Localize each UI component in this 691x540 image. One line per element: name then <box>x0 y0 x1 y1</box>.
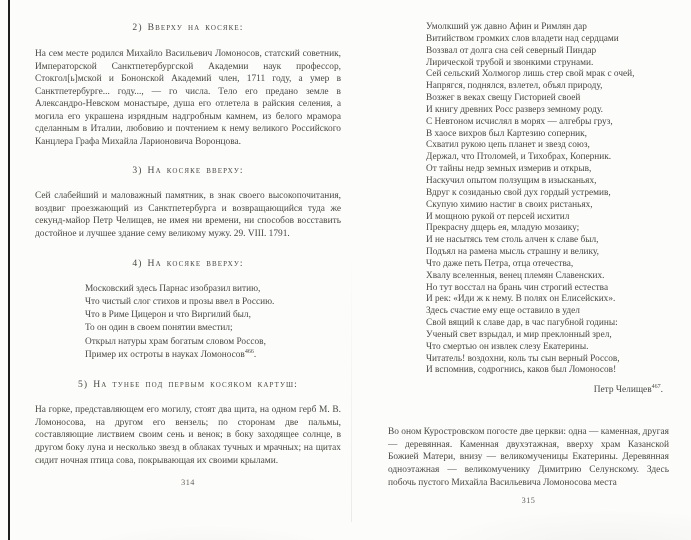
page-number-left: 314 <box>181 478 195 488</box>
left-page <box>35 18 341 487</box>
signature-name: Петр Челищев <box>593 385 652 396</box>
page-gutter-shadow <box>351 250 352 522</box>
poem-line: Что смертью он извлек слезу Екатерины. <box>426 341 589 352</box>
poem-line: Московский здесь Парнас изобразил витию, <box>85 283 261 294</box>
poem-lines <box>426 22 669 377</box>
poem-line: Здесь счастие ему еще оставило в удел <box>426 306 580 317</box>
poem-line: С Невтоном исчислял в морях — алгебры груз, <box>426 116 613 127</box>
poem-line: Лирической трубой и звонкими струнами. <box>426 57 594 68</box>
poem-line: И рек: «Иди ж к нему. В полях он Елисейских». <box>426 294 616 305</box>
poem-line: Что даже петь Петра, отца отечества, <box>426 258 574 269</box>
section-heading-2: 2) Вверху на косяке: <box>132 22 244 33</box>
poem-lines <box>85 283 341 349</box>
epitaph-poem <box>85 283 341 363</box>
poem-line: Воззвал от долга сна сей северный Пиндар <box>426 45 597 56</box>
poem-line: И вспомнив, содрогнись, каков был Ломоносов! <box>426 365 617 376</box>
inscription-paragraph-2: Сей слабейший и маловажный памятник, в знак своего высокопочитания, воздвиг проезжающий из Санктпетербурга и возвращающийся туда же секунд-майор Петр Челищев, не имея ни времени, ни способов восставить достойное и лучшее здание сему великому мужу. 29. VIII. 1791. <box>35 191 341 240</box>
footnote-marker: 467 <box>651 384 661 391</box>
spine-edge-line <box>8 0 10 540</box>
poem-line: Прекрасну дщерь ея, младую мозаику; <box>426 223 580 234</box>
poem-line: Хвалу вселенныя, венец племян Славенских. <box>426 270 605 281</box>
section-heading-5: 5) На тунбе под первым косяком картуш: <box>78 379 298 391</box>
poem-line: И мощною рукой от персей исхитил <box>426 211 570 222</box>
poem-line: Сей сельский Холмогор лишь стер свой мрак с очей, <box>426 69 635 80</box>
author-signature <box>388 385 669 395</box>
poem-line: Умолкший уж давно Афин и Римлян дар <box>426 22 587 32</box>
signature-punct: . <box>660 385 663 396</box>
poem-line: Возжег в веках свещу Гисторией своей <box>426 93 581 104</box>
poem-line: Читатель! воздохни, коль ты сын верный Россов, <box>426 353 620 364</box>
poem-line: Ученый свет взрыдал, и мир преклонный зрел, <box>426 329 612 340</box>
poem-line: Наскучил опытом ползущим в изысканьях, <box>426 175 597 186</box>
poem-line: В хаосе вихров был Картезию соперник, <box>426 128 587 139</box>
poem-line: Свой вящий к славе дар, в час пагубной годины: <box>426 318 618 329</box>
poem-line: Вдруг к созиданью свой дух гордый устремив, <box>426 187 611 198</box>
poem-line: Держал, что Птоломей, и Тихобрах, Коперник. <box>426 152 612 163</box>
section-heading-3: 3) На косяке вверху: <box>132 165 244 177</box>
poem-line: Витийством громких слов владети над сердцами <box>426 33 619 44</box>
section-heading-4: 4) На косяке вверху: <box>132 257 244 269</box>
poem-line: Что чистый слог стихов и прозы ввел в Россию. <box>85 296 275 307</box>
footnote-marker: 466 <box>244 348 254 355</box>
poem-line: То он один в своем понятии вместил; <box>85 323 233 334</box>
poem-line: Что в Риме Цицерон и что Виргилий был, <box>85 310 251 321</box>
cartouche-paragraph: На горке, представляющем его могилу, стоят два щита, на одном герб М. В. Ломоносова, на другом его вензель; по сторонам две пальмы, составляющие листвием своим сень и венок; в боку заходящее солнце, в другом боку луна и несколько звезд в облаках тучных и мрачных; на щитах сидит ночная птица сова, покрывающая их своими крылами. <box>35 405 341 466</box>
poem-line: Напрягся, поднялся, взлетел, объял природу, <box>426 81 603 92</box>
churches-paragraph: Во оном Куростровском погосте две церкви: одна — каменная, другая — деревянная. Каменная двухэтажная, вверху храм Казанской Божией Матери, внизу — великомученицы Екатерины. Деревянная одноэтажная — великомученику Димитрию Селунскому. Здесь побочь пустого Михайла Васильевича Ломоносова места <box>388 427 669 488</box>
page-number-right: 315 <box>521 496 536 506</box>
poem-line-with-footnote <box>85 349 341 362</box>
ode-poem <box>426 22 669 377</box>
poem-line: Открыл натуры храм богатым словом Россов, <box>85 336 266 347</box>
right-page <box>388 18 669 505</box>
poem-line: И не насытясь тем столь алчен к славе был, <box>426 235 599 246</box>
poem-line-punct: . <box>253 350 257 361</box>
poem-line-text: Пример их остроты в науках Ломоносов <box>85 350 245 361</box>
poem-line: Подъял на рамена мысль страшну и велику, <box>426 247 599 258</box>
poem-line: От тайны недр земных измерив и открыв, <box>426 164 592 175</box>
poem-line: И книгу древних Росс разверз земному роду. <box>426 104 603 115</box>
poem-line: Скупую химию настиг в своих ристаньях, <box>426 199 593 210</box>
inscription-paragraph-1: На сем месте родился Михайло Васильевич Ломоносов, статский советник, Императорской Санктпетербургской Академии наук профессор, Стокгол[ь]мской и Бононской Академий член, 1711 году, а умер в Санктпетербурге... году..., — го числа. Тело его предано земле в Александро-Невском монастыре, душа его отлетела в райския селения, а могила его украшена изрядным надгробным камнем, из белого мрамора сделанным в Италии, любовию и почтением к нему великого Российского Канцлера Графа Михайла Ларионовича Воронцова. <box>35 49 341 147</box>
poem-line: Схватил рукою цепь планет и звезд союз, <box>426 140 590 151</box>
poem-line: Но тут восстал на брань чин строгий естества <box>426 282 609 293</box>
